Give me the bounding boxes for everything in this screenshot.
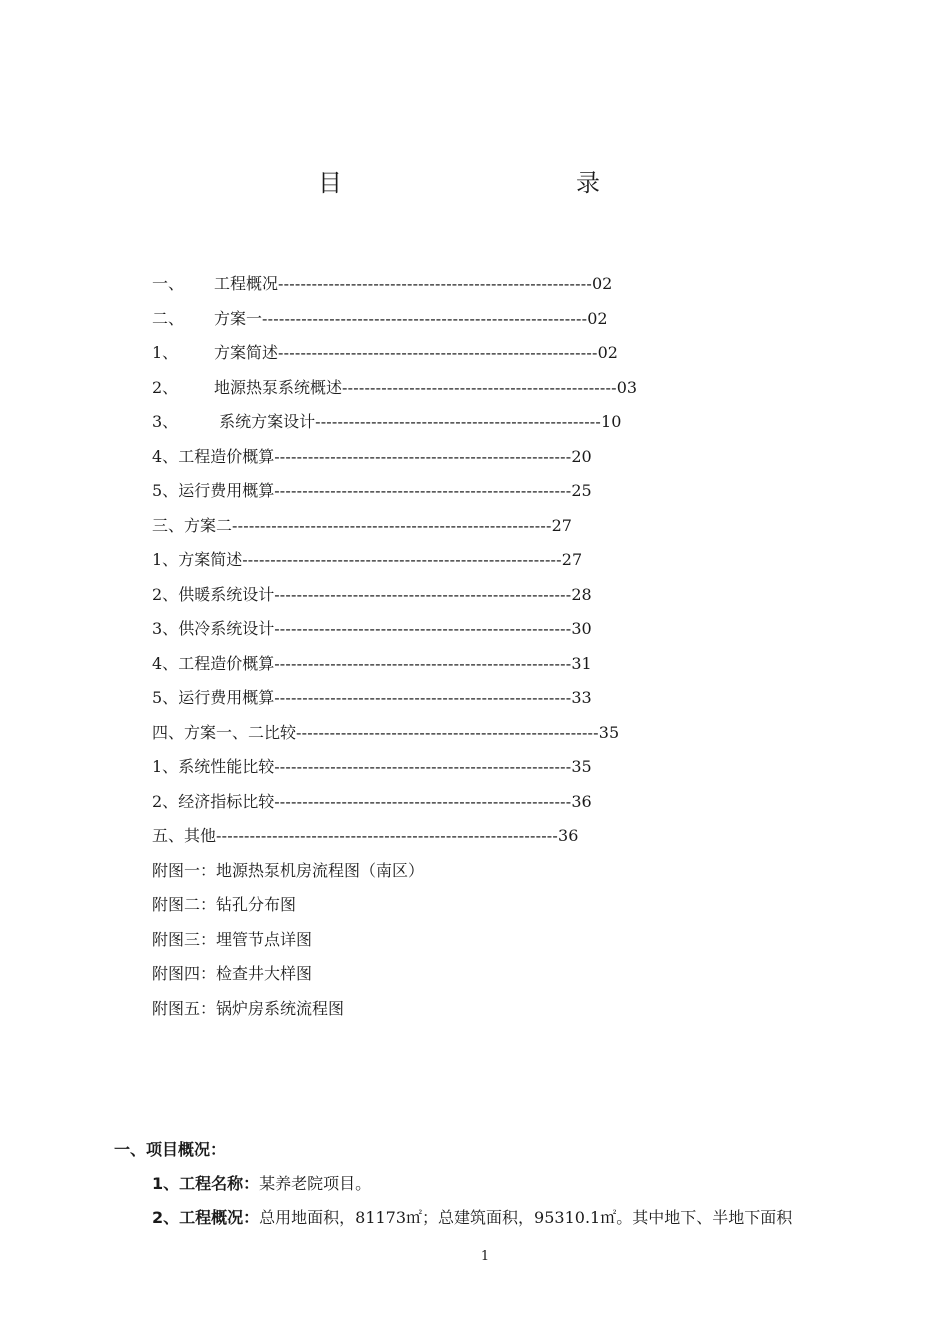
toc-entry-title: 系统性能比较 bbox=[178, 757, 275, 776]
toc-entry-title: 方案一、二比较 bbox=[184, 722, 297, 742]
toc-entry[interactable] bbox=[152, 305, 637, 340]
project-name-label: 1、工程名称： bbox=[152, 1174, 260, 1193]
toc-entry-page: 35 bbox=[571, 757, 592, 776]
section-heading: 一、项目概况： bbox=[114, 1140, 227, 1159]
toc-entry-number: 1、 bbox=[152, 757, 179, 776]
toc-entry-title: 地源热泵系统概述 bbox=[214, 377, 343, 397]
toc-entry[interactable] bbox=[152, 374, 637, 409]
toc-entry[interactable] bbox=[152, 650, 637, 685]
project-overview-section bbox=[114, 1133, 792, 1235]
toc-entry-page: 30 bbox=[571, 619, 592, 638]
toc-entry[interactable] bbox=[152, 615, 637, 650]
toc-entry-leader: --------------------------------------------------------- bbox=[232, 515, 552, 535]
toc-entry-page: 27 bbox=[561, 550, 583, 569]
toc-entry-title: 系统方案设计 bbox=[214, 412, 316, 431]
page-title: 目 录 bbox=[318, 169, 662, 197]
toc-entry-number: 2、 bbox=[152, 791, 179, 811]
toc-entry-page: 02 bbox=[591, 274, 613, 293]
project-summary-text: 总用地面积，81173㎡；总建筑面积，95310.1㎡。其中地下、半地下面积 bbox=[259, 1208, 793, 1227]
toc-entry[interactable] bbox=[152, 822, 637, 857]
project-name-paragraph bbox=[114, 1167, 792, 1201]
toc-entry-title: 方案简述 bbox=[214, 343, 279, 362]
toc-entry-leader: ------------------------------------------------------ bbox=[296, 722, 599, 742]
toc-entry[interactable] bbox=[152, 546, 637, 581]
toc-entry-leader: ------------------------------------------------- bbox=[342, 377, 617, 397]
toc-entry-page: 25 bbox=[571, 481, 592, 500]
toc-entry[interactable] bbox=[152, 270, 637, 305]
toc-entry-leader: --------------------------------------------------------- bbox=[278, 343, 598, 362]
table-of-contents bbox=[152, 270, 637, 1029]
toc-entry-leader: ----------------------------------------------------- bbox=[274, 653, 572, 673]
toc-entry-page: 10 bbox=[601, 412, 622, 431]
appendix-entry[interactable]: 附图五：锅炉房系统流程图 bbox=[152, 998, 345, 1018]
toc-entry-number: 二、 bbox=[152, 308, 185, 328]
toc-entry-title: 工程概况 bbox=[214, 274, 279, 293]
toc-entry-number: 3、 bbox=[152, 619, 179, 638]
toc-entry-leader: ----------------------------------------------------- bbox=[274, 481, 572, 500]
toc-entry-number: 4、 bbox=[152, 653, 179, 673]
toc-entry-page: 02 bbox=[587, 308, 608, 328]
toc-entry-leader: ----------------------------------------------------- bbox=[274, 584, 572, 604]
project-summary-paragraph bbox=[114, 1201, 792, 1235]
toc-entry-leader: ----------------------------------------------------- bbox=[274, 446, 572, 466]
toc-entry-number: 五、 bbox=[152, 826, 185, 845]
project-name-text: 某养老院项目。 bbox=[259, 1174, 372, 1193]
toc-entry-title: 方案二 bbox=[184, 515, 233, 535]
toc-entry-number: 4、 bbox=[152, 446, 179, 466]
toc-entry[interactable] bbox=[152, 684, 637, 719]
toc-entry-title: 工程造价概算 bbox=[178, 653, 275, 673]
toc-entry-leader: ----------------------------------------------------- bbox=[274, 619, 572, 638]
toc-entry-leader: -------------------------------------------------------- bbox=[278, 274, 592, 293]
toc-entry-number: 3、 bbox=[152, 412, 179, 431]
toc-entry[interactable] bbox=[152, 753, 637, 788]
toc-entry[interactable] bbox=[152, 581, 637, 616]
toc-entry-page: 31 bbox=[571, 653, 592, 673]
appendix-entry[interactable]: 附图一：地源热泵机房流程图（南区） bbox=[152, 860, 425, 880]
toc-entry[interactable] bbox=[152, 512, 637, 547]
toc-entry-page: 33 bbox=[571, 688, 592, 707]
toc-entry[interactable] bbox=[152, 719, 637, 754]
toc-entry-title: 方案简述 bbox=[178, 550, 243, 569]
toc-entry-leader: ----------------------------------------------------- bbox=[274, 757, 572, 776]
toc-entry-title: 运行费用概算 bbox=[178, 481, 275, 500]
toc-entry-number: 三、 bbox=[152, 515, 185, 535]
toc-entry[interactable] bbox=[152, 443, 637, 478]
toc-entry-page: 27 bbox=[551, 515, 572, 535]
toc-entry-number: 2、 bbox=[152, 584, 179, 604]
toc-entry-number: 1、 bbox=[152, 550, 179, 569]
toc-entry-number: 1、 bbox=[152, 343, 179, 362]
toc-entry-number: 5、 bbox=[152, 481, 179, 500]
toc-entry[interactable] bbox=[152, 788, 637, 823]
toc-entry[interactable] bbox=[152, 477, 637, 512]
toc-entry-title: 运行费用概算 bbox=[178, 688, 275, 707]
toc-entry-page: 36 bbox=[558, 826, 579, 845]
toc-entry-page: 36 bbox=[571, 791, 592, 811]
toc-entry-title: 工程造价概算 bbox=[178, 446, 275, 466]
toc-entry-title: 其他 bbox=[184, 826, 217, 845]
toc-entry-leader: ----------------------------------------------------- bbox=[274, 791, 572, 811]
toc-entry-page: 35 bbox=[598, 722, 620, 742]
toc-entry-page: 03 bbox=[616, 377, 638, 397]
toc-entry-leader: ------------------------------------------------------------- bbox=[216, 826, 559, 845]
toc-entry-leader: --------------------------------------------------------- bbox=[242, 550, 562, 569]
appendix-entry[interactable]: 附图三：埋管节点详图 bbox=[152, 929, 313, 949]
toc-entry-number: 一、 bbox=[152, 274, 185, 293]
page-number: 1 bbox=[480, 1249, 490, 1264]
appendix-entry[interactable]: 附图四：检查井大样图 bbox=[152, 964, 313, 983]
toc-entry-leader: ----------------------------------------------------- bbox=[274, 688, 572, 707]
toc-entry[interactable] bbox=[152, 339, 637, 374]
toc-entry-page: 20 bbox=[571, 446, 592, 466]
project-summary-label: 2、工程概况： bbox=[152, 1208, 260, 1227]
toc-entry-leader: ---------------------------------------------------------- bbox=[262, 308, 588, 328]
toc-entry-number: 5、 bbox=[152, 688, 179, 707]
toc-entry-leader: --------------------------------------------------- bbox=[315, 412, 602, 431]
toc-entry-page: 02 bbox=[597, 343, 618, 362]
toc-entry-page: 28 bbox=[571, 584, 592, 604]
toc-entry-title: 供暖系统设计 bbox=[178, 584, 275, 604]
toc-entry-title: 方案一 bbox=[214, 308, 263, 328]
toc-entry-number: 四、 bbox=[152, 722, 185, 742]
toc-entry-number: 2、 bbox=[152, 377, 179, 397]
toc-entry-title: 供冷系统设计 bbox=[178, 619, 275, 638]
toc-entry[interactable] bbox=[152, 408, 637, 443]
toc-entry-title: 经济指标比较 bbox=[178, 791, 275, 811]
appendix-entry[interactable]: 附图二：钻孔分布图 bbox=[152, 895, 297, 914]
